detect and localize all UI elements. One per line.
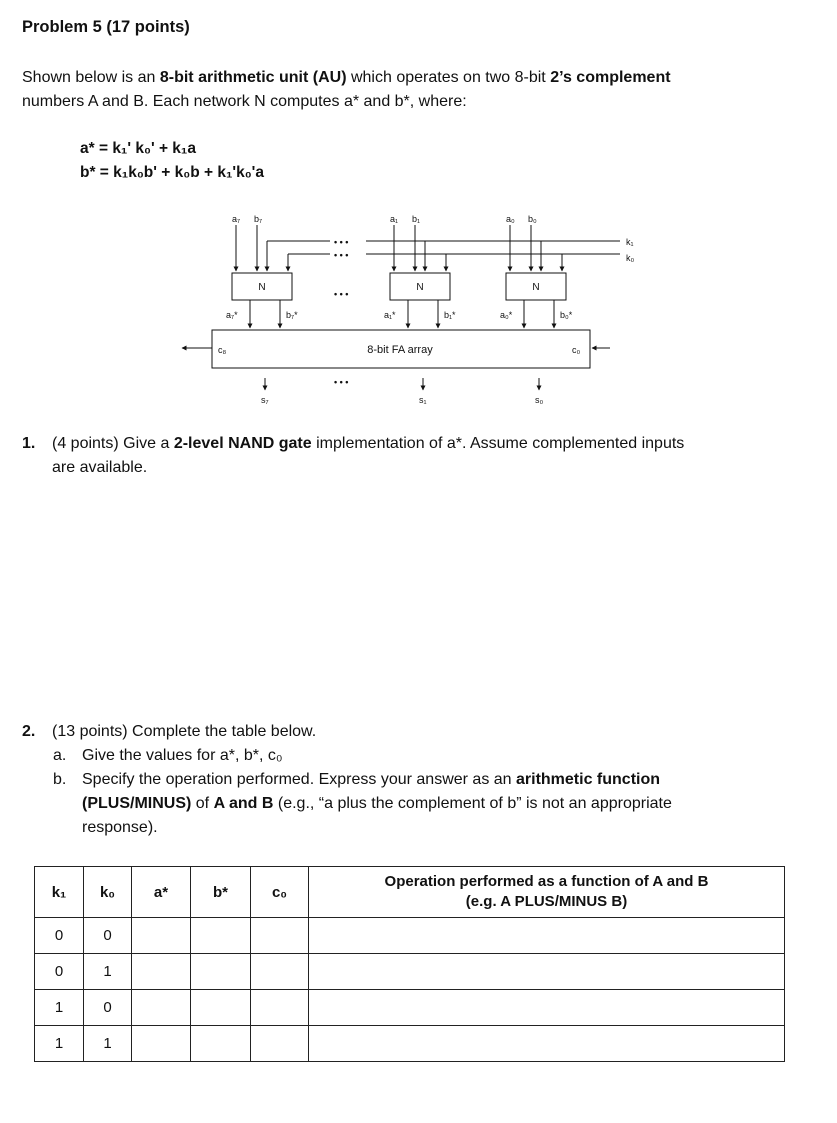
label-b7-star: b₇* [286,310,298,320]
label-s0: s₀ [535,395,544,405]
question-2 [22,720,812,850]
cell-k1: 1 [35,1026,84,1062]
q2-b-text: (e.g., “a plus the complement of b” is not an appropriate [273,795,672,812]
q1-bold-nand: 2-level NAND gate [173,435,312,452]
table-row [35,990,785,1026]
header-k0: k₀ [84,867,132,918]
cell-operation[interactable] [309,954,785,990]
truth-table [34,866,785,1062]
q2-sub-a-label: a. [53,747,67,764]
n-label-1: N [416,282,424,293]
header-c0: c₀ [251,867,309,918]
cell-b-star[interactable] [191,918,251,954]
label-s7: s₇ [261,395,269,405]
cell-b-star[interactable] [191,990,251,1026]
q2-b-text: response). [82,819,158,836]
question-2-number: 2. [22,723,36,740]
ellipsis-n: • • • [334,289,349,299]
problem-title: Problem 5 (17 points) [22,18,190,36]
header-a-star: a* [132,867,191,918]
cell-operation[interactable] [309,918,785,954]
intro-paragraph [22,66,812,114]
question-1 [22,432,812,480]
cell-c0[interactable] [251,1026,309,1062]
cell-k0: 0 [84,918,132,954]
equation-b-star: b* = k₁k₀b' + k₀b + k₁'k₀'a [80,164,264,181]
label-a7: a₇ [232,214,241,224]
cell-operation[interactable] [309,1026,785,1062]
q2-b-text: of [191,795,214,812]
table-row [35,918,785,954]
q2-sub-b-text [82,768,802,840]
label-k0: k₀ [626,253,635,263]
intro-bold-complement: 2’s complement [550,69,671,86]
label-k1: k₁ [626,237,634,247]
ellipsis-k0: • • • [334,250,349,260]
cell-k0: 1 [84,954,132,990]
fa-array-label: 8-bit FA array [367,344,433,356]
q1-text: (4 points) Give a [52,435,174,452]
q2-b-bold: arithmetic function [516,771,661,788]
header-k1: k₁ [35,867,84,918]
header-operation-line1: Operation performed as a function of A and B [384,873,709,890]
cell-c0[interactable] [251,954,309,990]
cell-a-star[interactable] [132,918,191,954]
header-operation [309,867,785,918]
label-a7-star: a₇* [226,310,238,320]
label-c0: c₀ [572,345,581,355]
cell-a-star[interactable] [132,1026,191,1062]
label-c8: c₈ [218,345,227,355]
table-header-row [35,867,785,918]
label-b1: b₁ [412,214,421,224]
au-circuit-diagram [160,205,635,415]
n-label-7: N [258,282,266,293]
intro-text: Shown below is an [22,69,160,86]
cell-b-star[interactable] [191,1026,251,1062]
cell-a-star[interactable] [132,990,191,1026]
sum-wires [265,378,539,390]
q2-sub-b-label: b. [53,771,67,788]
label-b7: b₇ [254,214,263,224]
equation-a-star: a* = k₁' k₀' + k₁a [80,140,196,157]
cell-k1: 0 [35,954,84,990]
q2-b-bold: (PLUS/MINUS) [82,795,192,812]
q2-text: (13 points) Complete the table below. [52,723,317,740]
label-a1: a₁ [390,214,399,224]
q1-text: are available. [52,459,148,476]
q2-sub-a-text: Give the values for a*, b*, c₀ [82,747,283,764]
table-row [35,1026,785,1062]
label-b0: b₀ [528,214,537,224]
intro-text: numbers A and B. Each network N computes a* and b*, where: [22,93,467,110]
intro-text: which operates on two 8-bit [346,69,551,86]
label-a0-star: a₀* [500,310,513,320]
q2-b-bold: A and B [213,795,274,812]
cell-k1: 0 [35,918,84,954]
cell-b-star[interactable] [191,954,251,990]
label-a0: a₀ [506,214,515,224]
label-a1-star: a₁* [384,310,396,320]
cell-k0: 0 [84,990,132,1026]
header-b-star: b* [191,867,251,918]
ellipsis-sum: • • • [334,377,349,387]
cell-c0[interactable] [251,918,309,954]
question-1-number: 1. [22,435,36,452]
label-b1-star: b₁* [444,310,456,320]
intro-bold-au: 8-bit arithmetic unit (AU) [159,69,347,86]
control-lines [267,241,620,254]
input-wires [236,225,562,271]
q1-text: implementation of a*. Assume complemented inputs [311,435,685,452]
cell-operation[interactable] [309,990,785,1026]
cell-c0[interactable] [251,990,309,1026]
n-label-0: N [532,282,540,293]
ellipsis-k1: • • • [334,237,349,247]
cell-k0: 1 [84,1026,132,1062]
q2-b-text: Specify the operation performed. Express your answer as an [82,771,516,788]
label-s1: s₁ [419,395,427,405]
table-row [35,954,785,990]
header-operation-line2: (e.g. A PLUS/MINUS B) [465,893,628,910]
cell-a-star[interactable] [132,954,191,990]
cell-k1: 1 [35,990,84,1026]
label-b0-star: b₀* [560,310,573,320]
